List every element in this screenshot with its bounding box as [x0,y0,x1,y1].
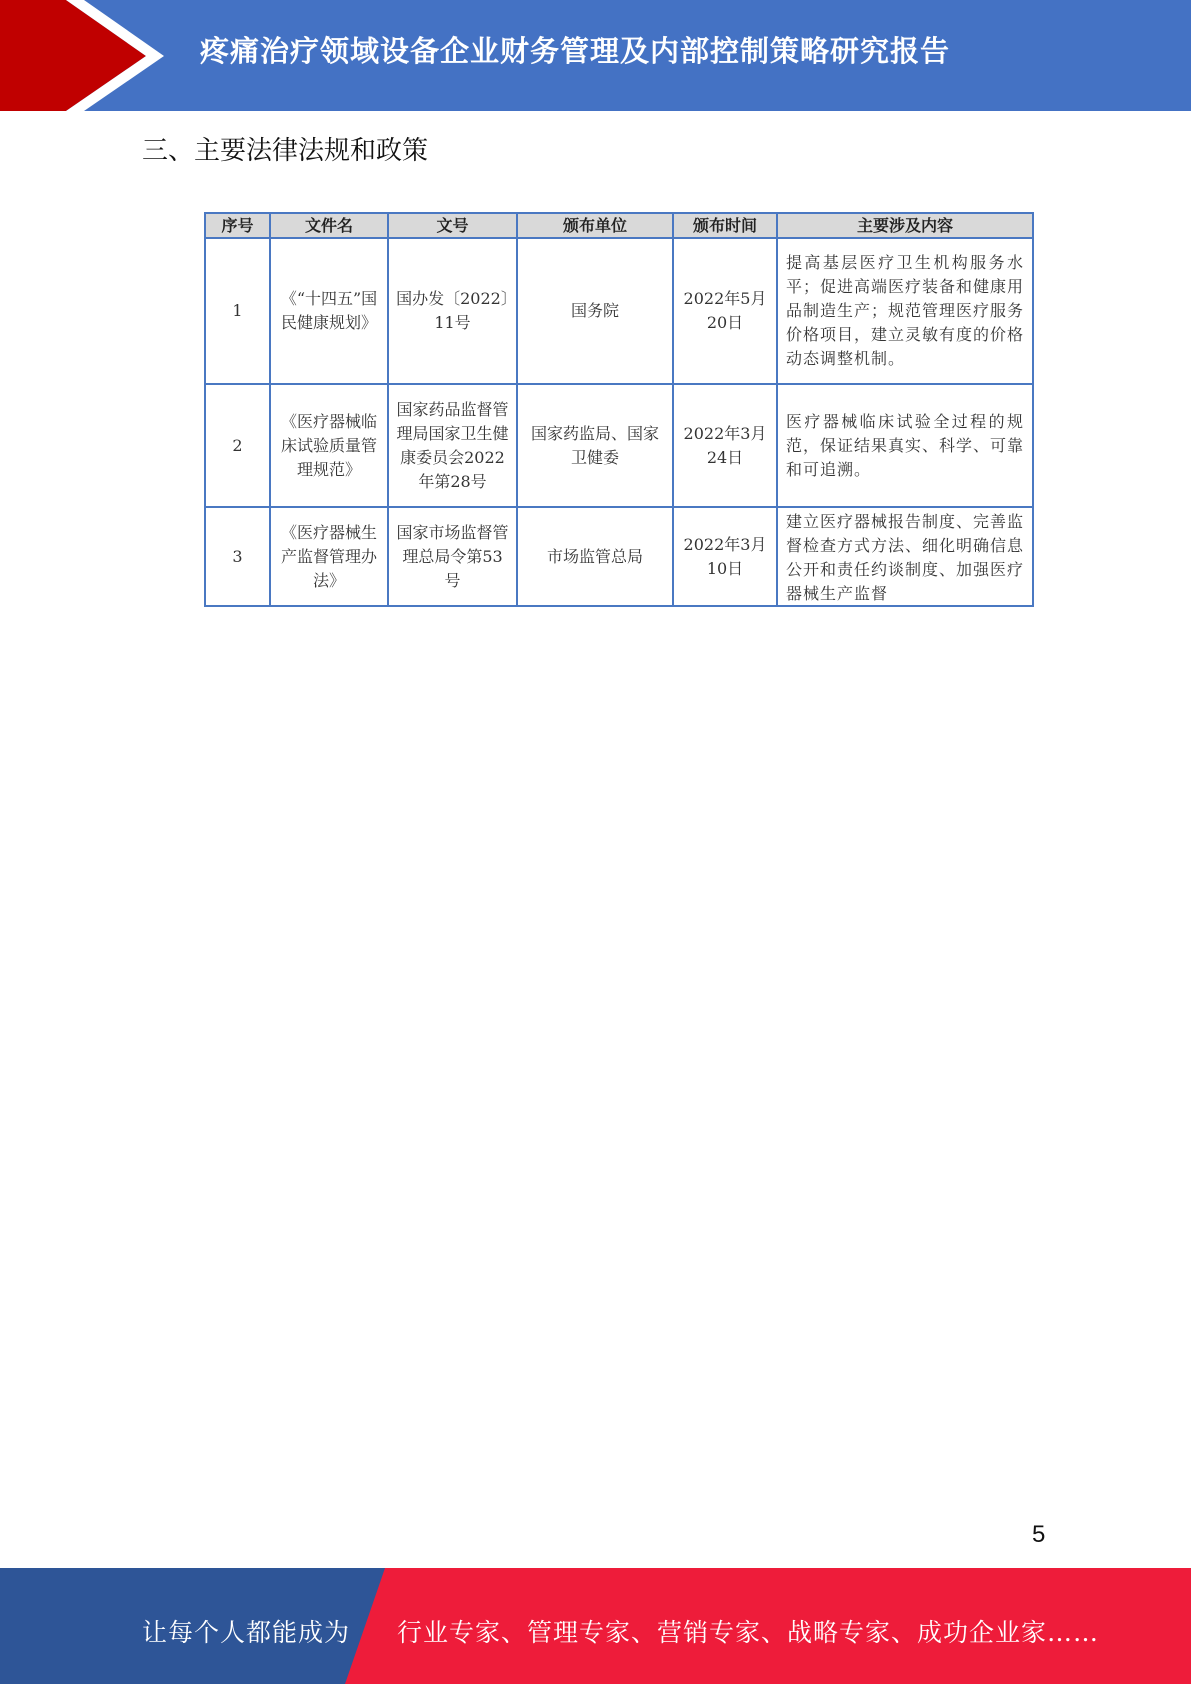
cell-no: 1 [205,238,270,384]
cell-doc-no: 国办发〔2022〕11号 [388,238,517,384]
page-header [0,0,1191,111]
cell-name: 《医疗器械临床试验质量管理规范》 [270,384,388,507]
cell-no: 2 [205,384,270,507]
page-footer [0,1568,1191,1684]
cell-issuer: 国家药监局、国家卫健委 [517,384,673,507]
cell-content: 提高基层医疗卫生机构服务水平；促进高端医疗装备和健康用品制造生产；规范管理医疗服务价格项目，建立灵敏有度的价格动态调整机制。 [777,238,1033,384]
cell-content: 医疗器械临床试验全过程的规范，保证结果真实、科学、可靠和可追溯。 [777,384,1033,507]
header-cell-date: 颁布时间 [673,213,777,238]
table-row [205,384,1033,507]
table-row [205,507,1033,606]
footer-slogan-right: 行业专家、管理专家、营销专家、战略专家、成功企业家…… [397,1618,1100,1647]
cell-name: 《医疗器械生产监督管理办法》 [270,507,388,606]
regulations-table [204,212,1034,607]
cell-issuer: 市场监管总局 [517,507,673,606]
cell-no: 3 [205,507,270,606]
cell-doc-no: 国家药品监督管理局国家卫生健康委员会2022年第28号 [388,384,517,507]
page-number: 5 [1032,1521,1046,1548]
section-heading: 三、主要法律法规和政策 [142,136,429,166]
cell-content [777,507,1033,606]
header-cell-no: 序号 [205,213,270,238]
table-row [205,238,1033,384]
cell-doc-no: 国家市场监督管理总局令第53号 [388,507,517,606]
header-cell-content: 主要涉及内容 [777,213,1033,238]
header-cell-name: 文件名 [270,213,388,238]
cell-date: 2022年3月10日 [673,507,777,606]
cell-issuer: 国务院 [517,238,673,384]
cell-date: 2022年3月24日 [673,384,777,507]
header-cell-doc-no: 文号 [388,213,517,238]
cell-name: 《“十四五”国民健康规划》 [270,238,388,384]
report-title: 疼痛治疗领域设备企业财务管理及内部控制策略研究报告 [200,34,951,68]
header-cell-issuer: 颁布单位 [517,213,673,238]
cell-date: 2022年5月20日 [673,238,777,384]
footer-slogan-left: 让每个人都能成为 [142,1618,351,1647]
table-header-row [205,213,1033,238]
cell-content-text: 建立医疗器械报告制度、完善监督检查方式方法、细化明确信息公开和责任约谈制度、加强医疗器械生产监督 [786,512,1024,603]
